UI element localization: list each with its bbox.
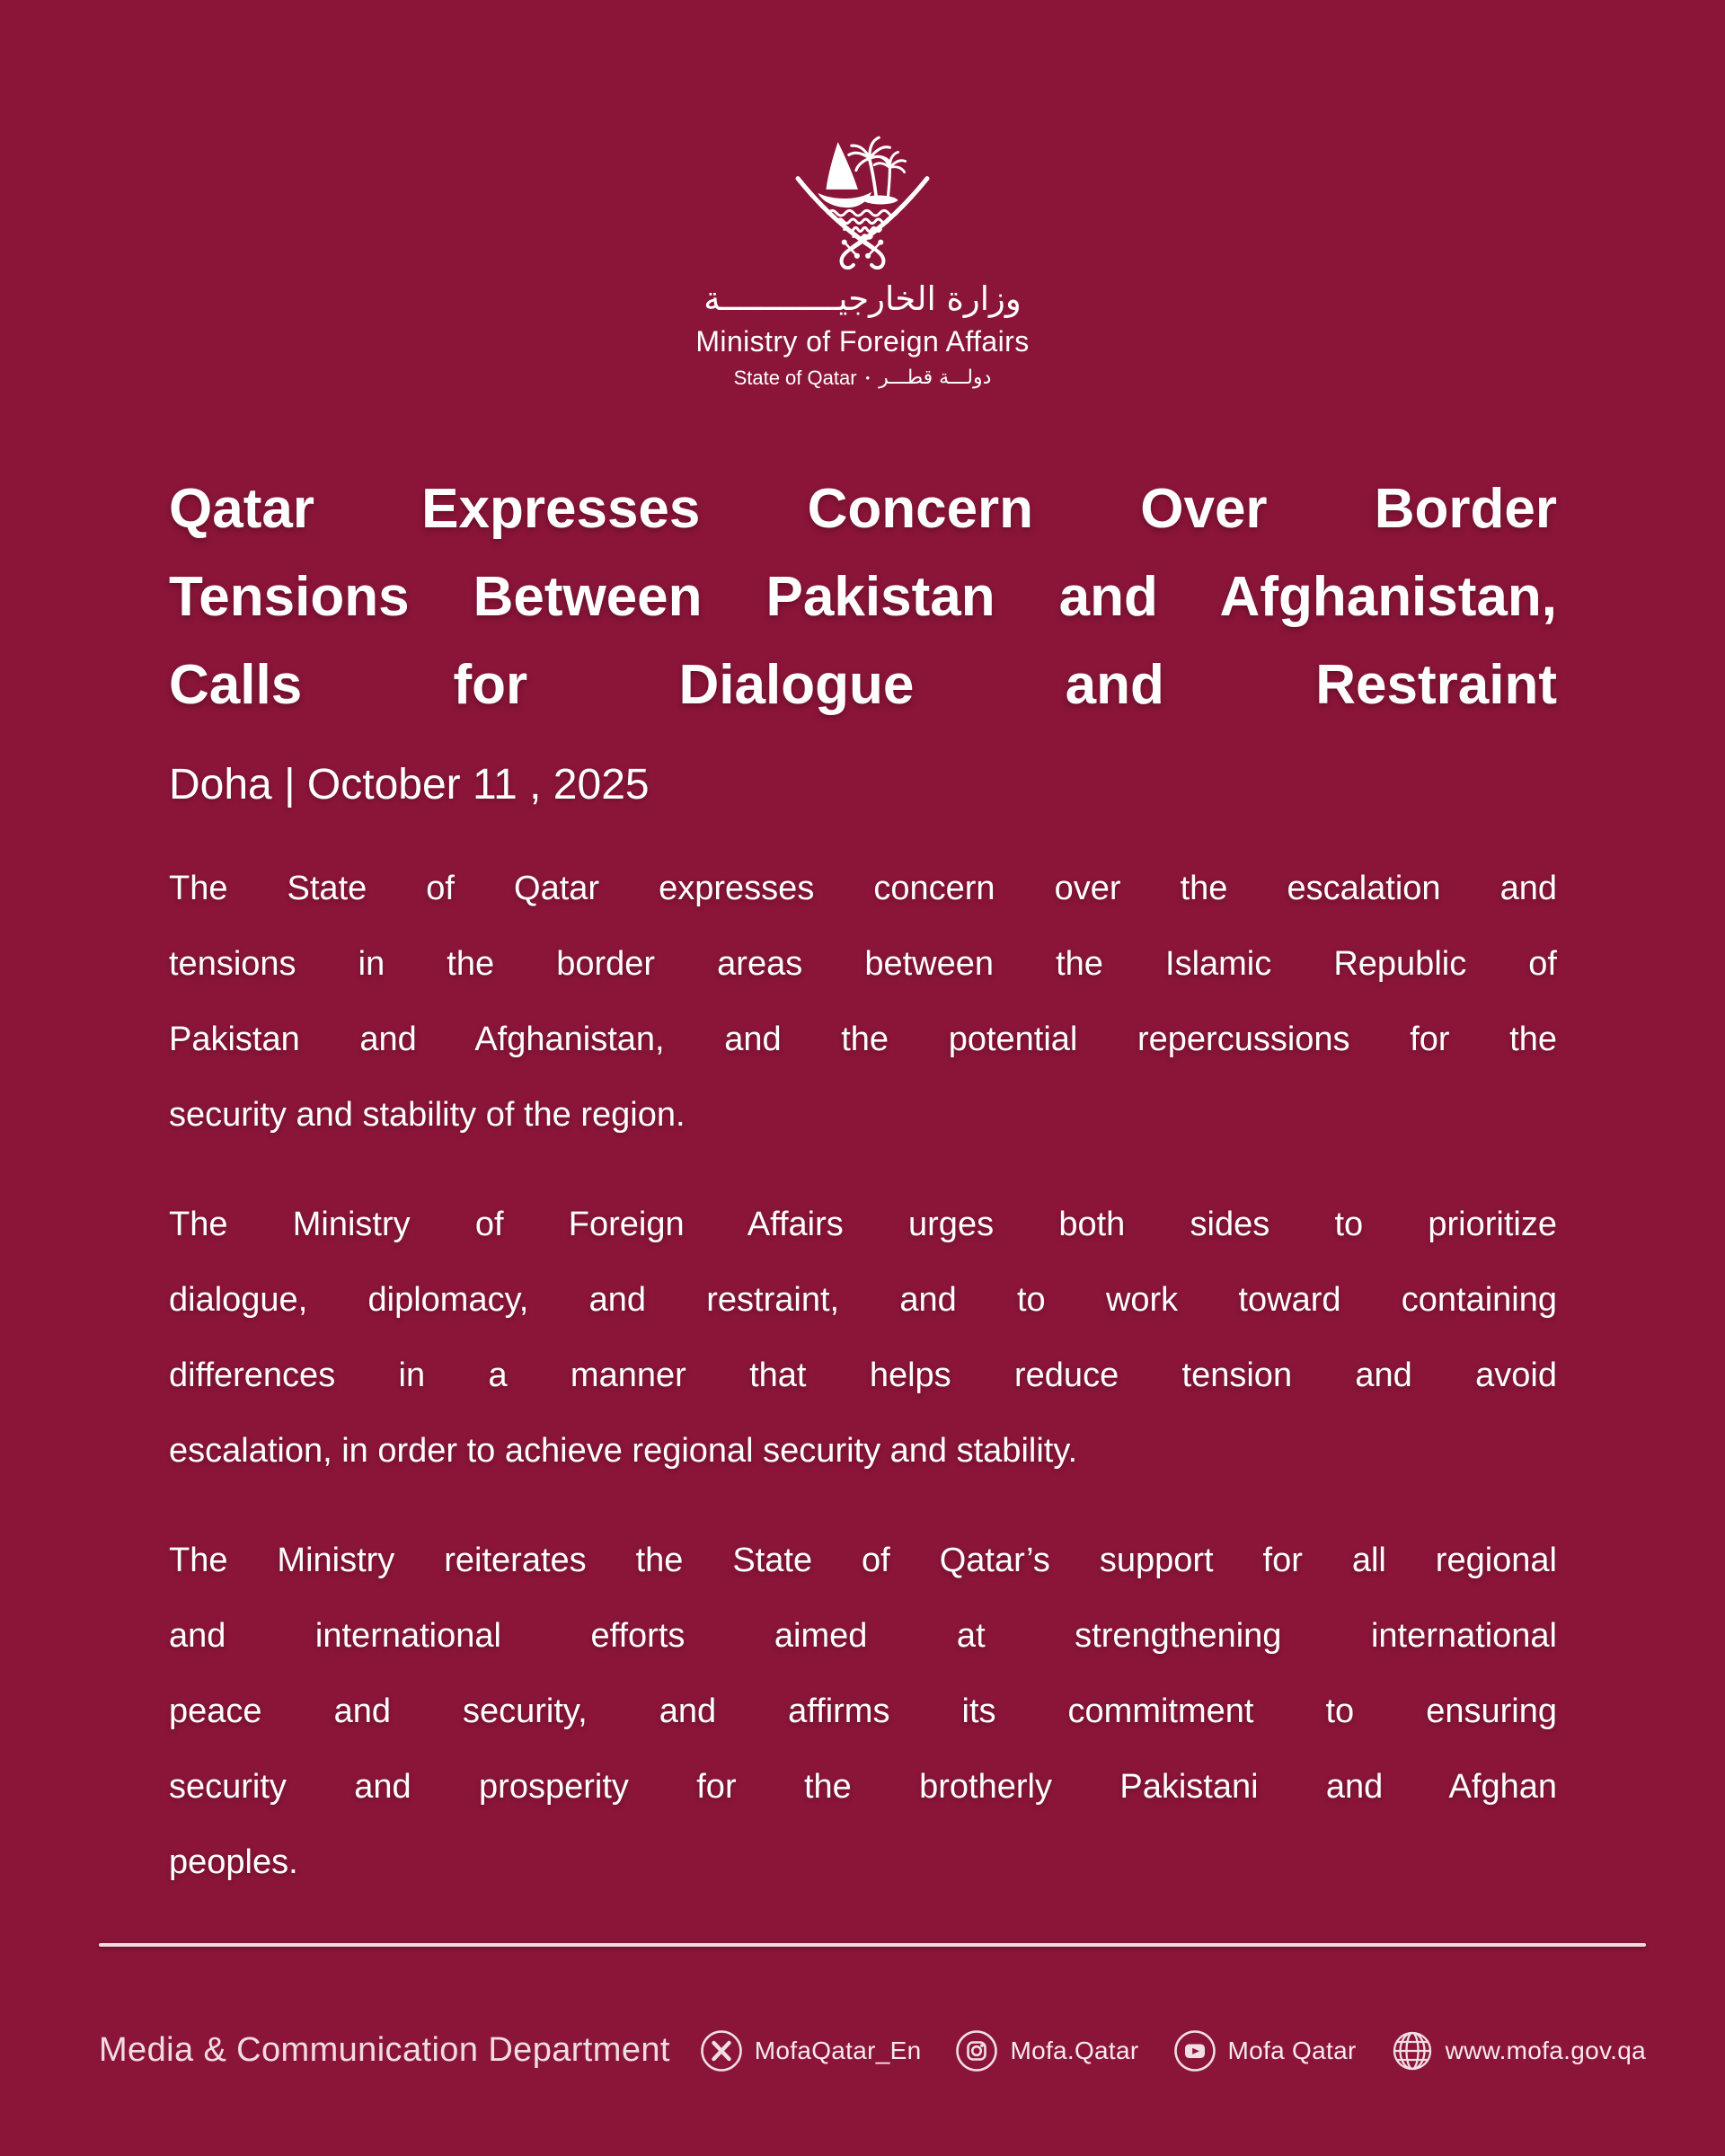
youtube-icon: [1173, 2029, 1216, 2072]
paragraph-2: [169, 1187, 1557, 1489]
paragraph-3: [169, 1523, 1557, 1900]
paragraph-1: [169, 851, 1557, 1153]
instagram-icon: [955, 2029, 998, 2072]
department-label: Media & Communication Department: [99, 2031, 670, 2070]
dateline: Doha | October 11 , 2025: [169, 760, 650, 808]
footer-row: [99, 2029, 1646, 2072]
paragraph-line: dialogue, diplomacy, and restraint, and to work toward containing: [169, 1280, 1557, 1319]
paragraph-line: The Ministry reiterates the State of Qatar’s support for all regional: [169, 1541, 1557, 1579]
paragraph-line: peace and security, and affirms its commitment to ensuring: [169, 1692, 1557, 1730]
social-links: [700, 2029, 1646, 2072]
social-handle: Mofa Qatar: [1227, 2036, 1357, 2064]
qatar-mofa-emblem-icon: [794, 131, 931, 270]
statement-headline: [169, 465, 1557, 729]
state-of-qatar-arabic: دولـــة قطـــر: [879, 367, 992, 390]
palm-tree-small: [874, 152, 905, 198]
paragraph-line: security and stability of the region.: [169, 1095, 686, 1134]
social-website[interactable]: [1391, 2029, 1646, 2072]
paragraph-line: The Ministry of Foreign Affairs urges both sides to prioritize: [169, 1205, 1557, 1243]
x-icon: [700, 2029, 743, 2072]
social-instagram[interactable]: [955, 2029, 1138, 2072]
ministry-name-arabic: وزارة الخارجيــــــــــــة: [703, 279, 1022, 318]
footer-separator-line: [99, 1943, 1646, 1947]
paragraph-line: Pakistan and Afghanistan, and the potential repercussions for the: [169, 1020, 1557, 1058]
headline-line: Qatar Expresses Concern Over Border: [169, 477, 1557, 540]
paragraph-line: The State of Qatar expresses concern over the escalation and: [169, 869, 1557, 907]
statement-content: [0, 465, 1725, 1900]
social-handle: MofaQatar_En: [754, 2036, 922, 2064]
globe-icon: [1391, 2029, 1434, 2072]
social-handle: www.mofa.gov.qa: [1445, 2036, 1646, 2064]
ministry-name-english: Ministry of Foreign Affairs: [695, 324, 1030, 358]
ministry-logo-block: [0, 0, 1725, 390]
paragraph-line: tensions in the border areas between the Islamic Republic of: [169, 944, 1557, 983]
paragraph-line: differences in a manner that helps reduce tension and avoid: [169, 1356, 1557, 1394]
island: [862, 196, 898, 205]
social-handle: Mofa.Qatar: [1010, 2036, 1139, 2064]
state-of-qatar-english: State of Qatar: [733, 366, 857, 389]
social-x-twitter[interactable]: [700, 2029, 922, 2072]
headline-line: Tensions Between Pakistan and Afghanistan,: [169, 565, 1557, 628]
dhow-sail: [826, 142, 857, 190]
paragraph-line: peoples.: [169, 1842, 298, 1881]
sea-waves: [828, 210, 898, 238]
social-youtube[interactable]: [1173, 2029, 1357, 2072]
paragraph-line: security and prosperity for the brotherly Pakistani and Afghan: [169, 1767, 1557, 1806]
paragraph-line: and international efforts aimed at strengthening international: [169, 1616, 1557, 1655]
headline-line: Calls for Dialogue and Restraint: [169, 653, 1557, 716]
footer: [0, 1943, 1725, 2072]
paragraph-line: escalation, in order to achieve regional security and stability.: [169, 1431, 1078, 1470]
bullet-separator: •: [865, 371, 871, 385]
state-of-qatar-line: [0, 367, 1725, 390]
